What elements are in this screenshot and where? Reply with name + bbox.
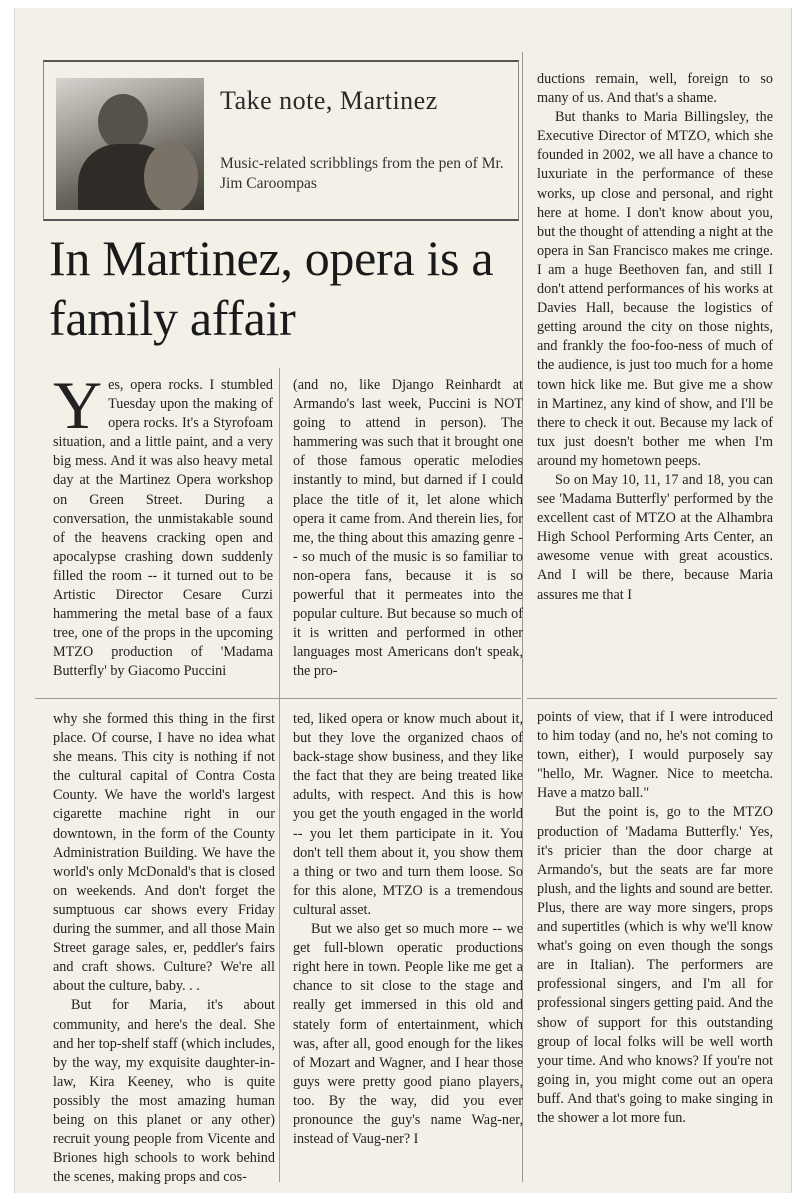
jump-divider: [35, 698, 521, 699]
jump-divider: [527, 698, 777, 699]
photo-head: [98, 94, 148, 150]
article-column-2-bottom: [293, 710, 523, 1190]
paragraph: (and no, like Django Reinhardt at Armando's last week, Puccini is NOT going to attend in person). The hammering was such that it brought one of those famous operatic melodies instantly to mind, but darned if I could place the title of it, let alone which opera it came from. And therein lies, for me, the thing about this amazing genre -- so much of the music is so familiar to non-opera fans, because it is so powerful that it permeates into the popular culture. But because so much of it is written and performed in other languages most Americans don't speak, the pro-: [293, 377, 523, 680]
columnist-photo: [56, 78, 204, 210]
paragraph: ted, liked opera or know much about it, but they love the organized chaos of back-stage show business, and they like the fact that they are being treated like adults, with respect. And this is how you get the youth engaged in the world -- you let them participate in it. You don't tell them about it, you show them a thing or two and turn them loose. So for this alone, MTZO is a tremendous cultural asset.: [293, 711, 523, 918]
article-column-3-bottom: [537, 708, 773, 1188]
photo-guitar: [144, 142, 198, 210]
paragraph: But thanks to Maria Billingsley, the Executive Director of MTZO, which she founded in 2002, we all have a chance to luxuriate in the performance of these works, up close and personal, and right here at home. I don't know about you, but the thought of attending a night at the opera in San Francisco makes me cringe. I am a huge Beethoven fan, and still I don't attend performances of his works at Davies Hall, because the logistics of getting around the city on those nights, and frankly the foo-foo-ness of much of the audience, is just too much for a home town hick like me. But give me a show in Martinez, any kind of show, and I'll be there to check it out. Because my lack of tux just doesn't bother me when I'm around my hometown peeps.: [537, 109, 773, 469]
column-header: [43, 60, 519, 221]
article-column-1-top: [53, 376, 273, 694]
column-subtitle: Music-related scribblings from the pen of Mr. Jim Caroompas: [220, 155, 504, 192]
paragraph: But for Maria, it's about community, and here's the deal. She and her top-shelf staff (which includes, by the way, my exquisite daughter-in-law, Kira Keeney, who is quite possibly the most amazing human being on this planet or any other) recruit young people from Vicente and Briones high schools to work behind the scenes, making props and cos-: [53, 997, 275, 1186]
article-column-2-top: [293, 376, 523, 696]
article-column-1-bottom: [53, 710, 275, 1188]
paragraph: why she formed this thing in the first place. Of course, I have no idea what she means. This city is nothing if not the cultural capital of Contra Costa County. We have the world's largest cigarette machine right in our downtown, in the form of the County Administration Building. We have the world's only McDonald's that is closed on weekends. And don't forget the sumptuous car shows every Friday during the summer, and all those Main Street garage sales, er, peddler's fairs and craft shows. Culture? We're all about the culture, baby. . .: [53, 711, 275, 995]
paragraph: points of view, that if I were introduced to him today (and no, he's not coming to town, either), I would purposely say "hello, Mr. Wagner. Nice to meetcha. Have a matzo ball.": [537, 709, 773, 802]
drop-cap: Y: [53, 376, 103, 443]
article-headline: In Martinez, opera is a family affair: [49, 230, 494, 346]
newspaper-clipping: [14, 8, 792, 1193]
paragraph: ductions remain, well, foreign to so many of us. And that's a shame.: [537, 71, 773, 107]
column-title: Take note, Martinez: [220, 86, 438, 115]
paragraph: es, opera rocks. I stumbled Tuesday upon the making of opera rocks. It's a Styrofoam situation, and a little paint, and a very big mess. And it was also heavy metal day at the Martinez Opera workshop on Green Street. During a conversation, the unmistakable sound of the heavens cracking open and apocalypse crashing down suddenly filled the room -- it turned out to be Artistic Director Cesare Curzi hammering the metal base of a faux tree, one of the props in the upcoming MTZO production of 'Madama Butterfly' by Giacomo Puccini: [53, 377, 273, 680]
paragraph: But the point is, go to the MTZO production of 'Madama Butterfly.' Yes, it's pricier than the door charge at Armando's, but the seats are far more plush, and the lights and sound are better. Plus, there are way more singers, props and supertitles (which is why we'll know what's going on even though the songs are in Italian). The performers are professional singers, and I'm all for professional singers getting paid. And the show of support for this outstanding group of local folks will be well worth your time. And who knows? If you're not going in, you might come out an opera buff. And that's going to make singing in the shower a lot more fun.: [537, 804, 773, 1126]
paragraph: So on May 10, 11, 17 and 18, you can see 'Madama Butterfly' performed by the excellent cast of MTZO at the Alhambra High School Performing Arts Center, an awesome venue with great acoustics. And I will be there, because Maria assures me that I: [537, 471, 773, 603]
article-column-3-top: [537, 70, 773, 696]
column-divider: [279, 368, 280, 1182]
paragraph: But we also get so much more -- we get full-blown operatic productions right here in town. People like me get a chance to sit close to the stage and really get immersed in this old and stately form of entertainment, which was, after all, good enough for the likes of Mozart and Wagner, and I hear those guys were pretty good piano players, too. By the way, did you ever pronounce the guy's name Wag-ner, instead of Vaug-ner? I: [293, 921, 523, 1148]
